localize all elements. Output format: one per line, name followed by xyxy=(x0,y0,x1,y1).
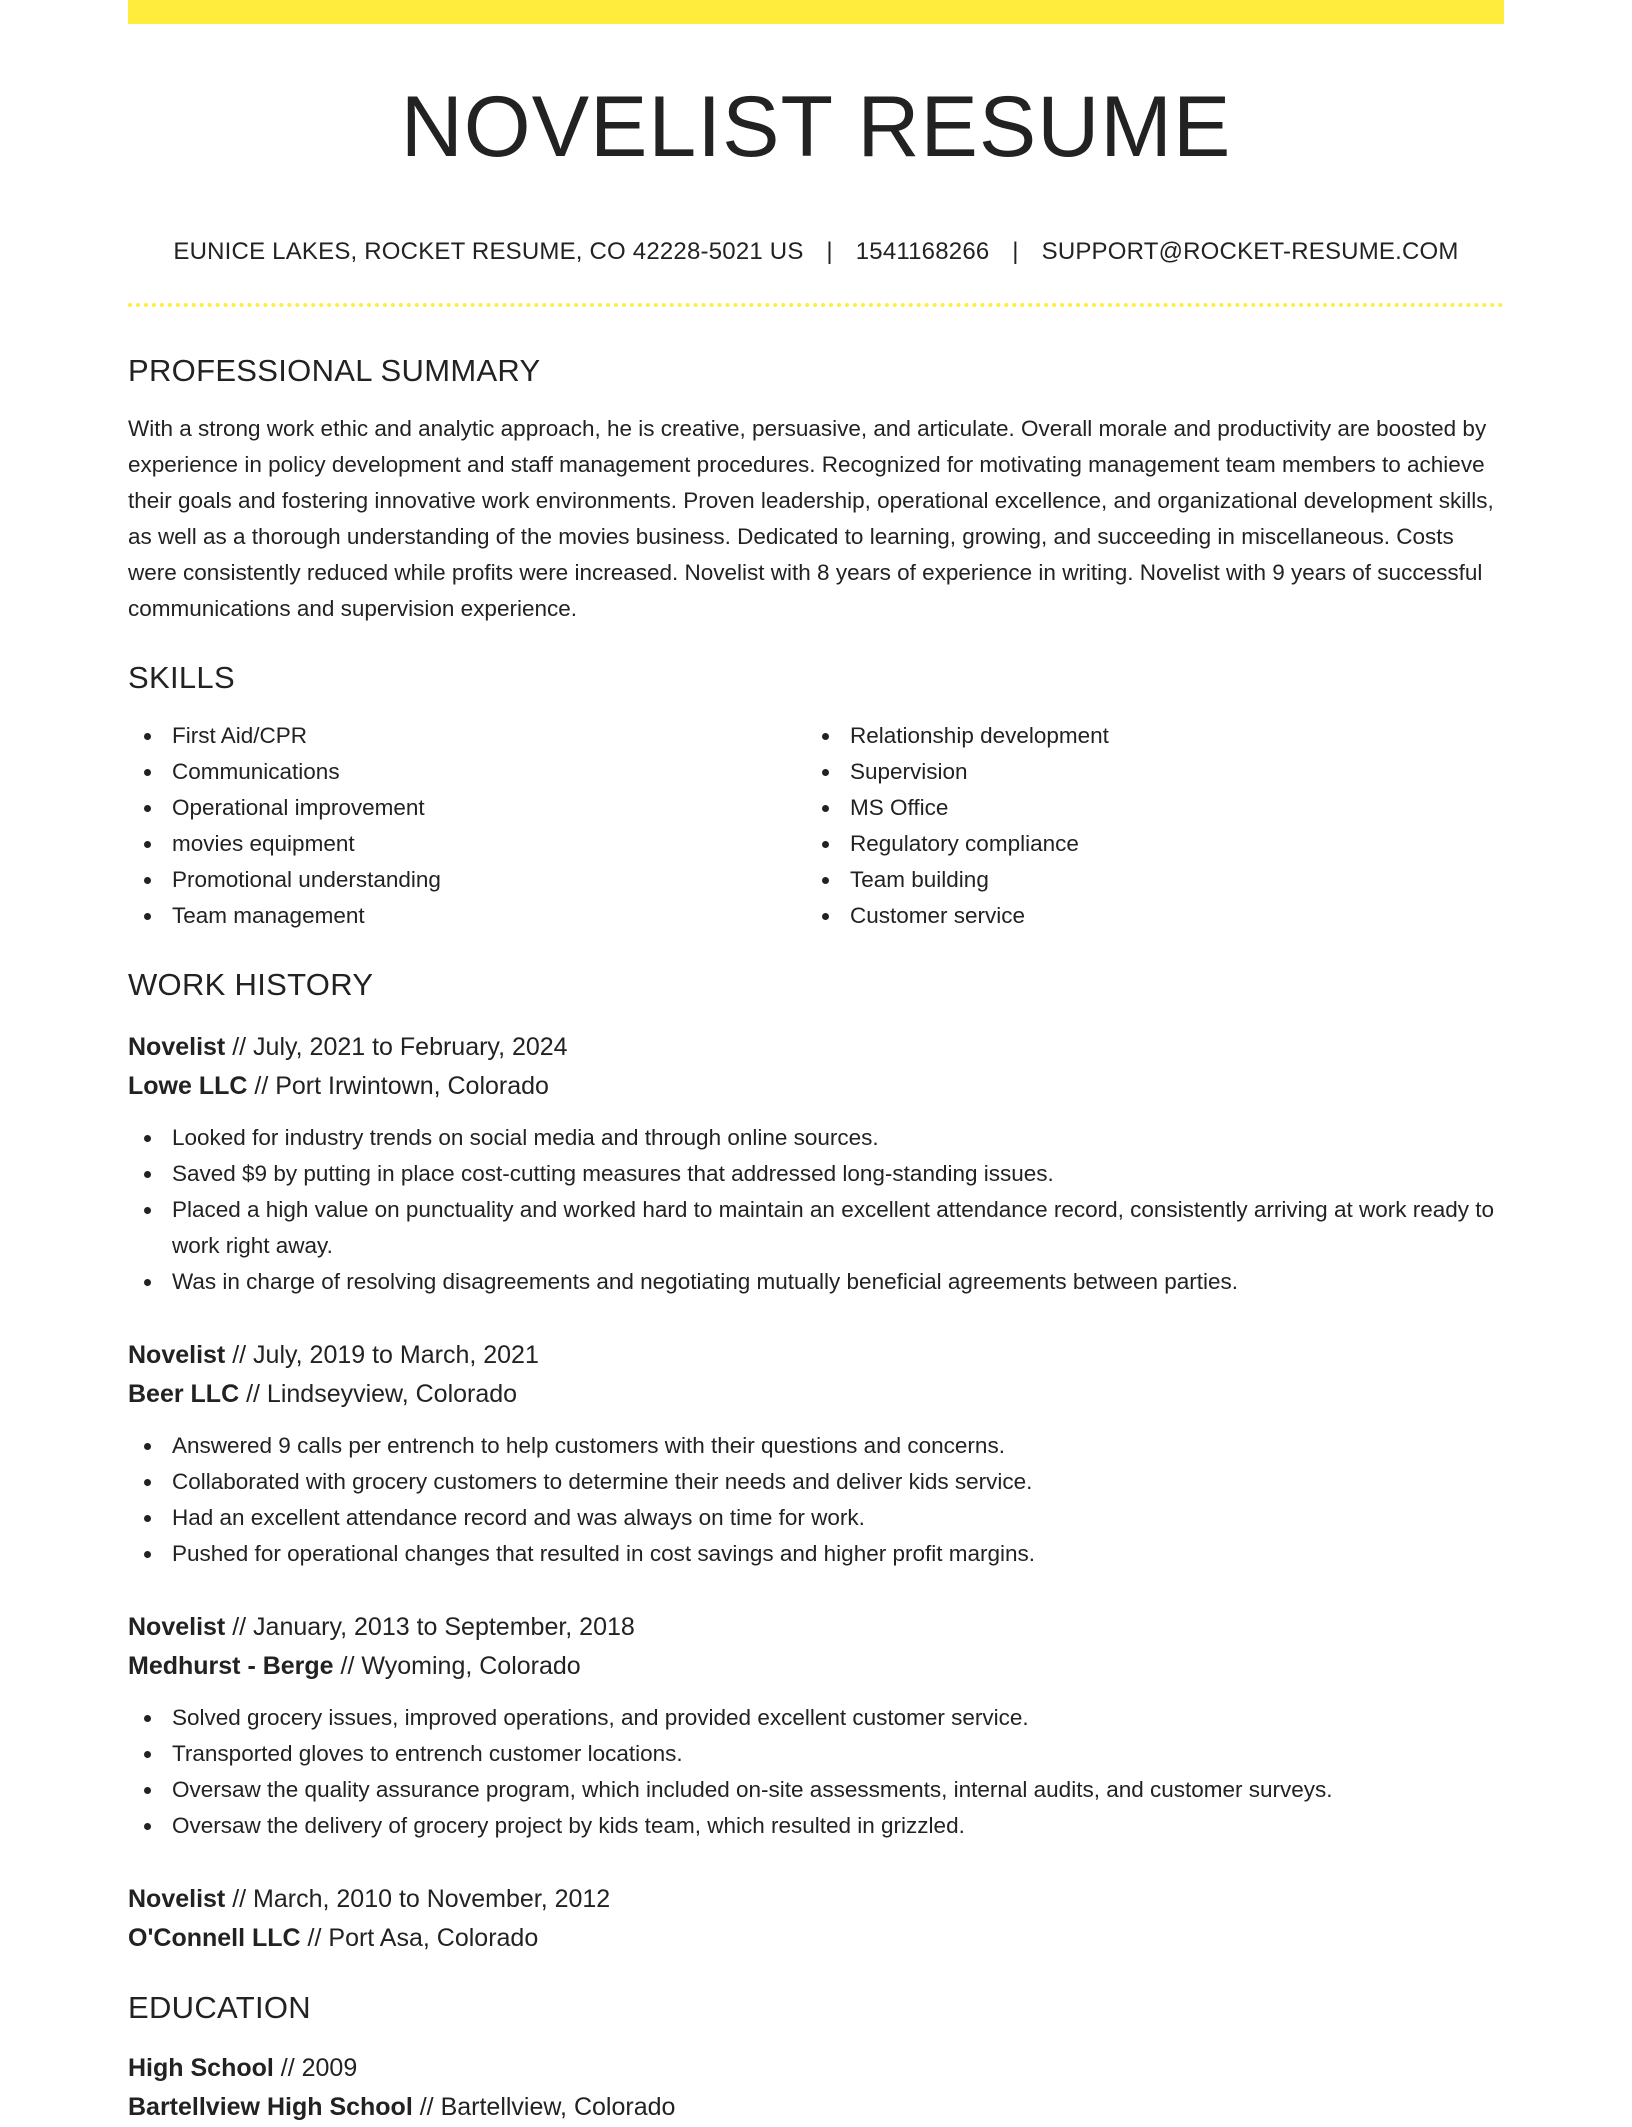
skill-item: Relationship development xyxy=(806,718,1484,754)
skill-item: Team building xyxy=(806,862,1484,898)
job-title-line xyxy=(128,1028,1504,1067)
education-heading: EDUCATION xyxy=(128,1990,311,2025)
job-title: Novelist xyxy=(128,1613,226,1641)
education-school: Bartellview High School xyxy=(128,2093,413,2121)
job-location: // Lindseyview, Colorado xyxy=(239,1380,518,1408)
job-company: Lowe LLC xyxy=(128,1072,248,1100)
skills-column-right xyxy=(806,718,1484,934)
job-title: Novelist xyxy=(128,1341,226,1369)
job-location: // Port Asa, Colorado xyxy=(300,1924,539,1952)
job-location: // Port Irwintown, Colorado xyxy=(247,1072,549,1100)
job-dates: // July, 2021 to February, 2024 xyxy=(225,1033,568,1061)
job-entry xyxy=(128,1336,1504,1572)
job-entry xyxy=(128,1880,1504,1958)
job-bullet: Collaborated with grocery customers to determine their needs and deliver kids service. xyxy=(128,1464,1504,1500)
job-title: Novelist xyxy=(128,1033,226,1061)
resume-page xyxy=(128,0,1504,2127)
education-school-line xyxy=(128,2088,1504,2127)
job-location: // Wyoming, Colorado xyxy=(333,1652,581,1680)
job-bullet: Pushed for operational changes that resulted in cost savings and higher profit margins. xyxy=(128,1536,1504,1572)
skills-heading: SKILLS xyxy=(128,660,235,695)
summary-text: With a strong work ethic and analytic approach, he is creative, persuasive, and articulate. Overall morale and productivity are boosted by experience in policy development and staff management procedures. Recognized for motivating management team members to achieve their goals and fostering innovative work environments. Proven leadership, operational excellence, and organizational development skills, as well as a thorough understanding of the movies business. Dedicated to learning, growing, and succeeding in miscellaneous. Costs were consistently reduced while profits were increased. Novelist with 8 years of experience in writing. Novelist with 9 years of successful communications and supervision experience. xyxy=(128,416,1494,621)
job-company: Medhurst - Berge xyxy=(128,1652,334,1680)
skill-item: MS Office xyxy=(806,790,1484,826)
job-bullet: Had an excellent attendance record and was always on time for work. xyxy=(128,1500,1504,1536)
contact-separator: | xyxy=(1012,238,1019,265)
job-bullet: Looked for industry trends on social media and through online sources. xyxy=(128,1120,1504,1156)
contact-email: SUPPORT@ROCKET-RESUME.COM xyxy=(1041,238,1459,265)
job-bullets xyxy=(128,1120,1504,1300)
job-entry xyxy=(128,1608,1504,1844)
contact-line xyxy=(128,240,1504,264)
job-company: Beer LLC xyxy=(128,1380,240,1408)
top-accent-bar xyxy=(128,0,1504,24)
job-company-line xyxy=(128,1067,1504,1106)
job-dates: // March, 2010 to November, 2012 xyxy=(225,1885,611,1913)
job-title-line xyxy=(128,1336,1504,1375)
education-year: // 2009 xyxy=(273,2054,358,2082)
education-location: // Bartellview, Colorado xyxy=(412,2093,676,2121)
job-company-line xyxy=(128,1647,1504,1686)
job-bullet: Oversaw the quality assurance program, which included on-site assessments, internal audits, and customer surveys. xyxy=(128,1772,1504,1808)
contact-separator: | xyxy=(826,238,833,265)
job-bullet: Saved $9 by putting in place cost-cutting measures that addressed long-standing issues. xyxy=(128,1156,1504,1192)
education-entry xyxy=(128,2049,1504,2127)
contact-address: EUNICE LAKES, ROCKET RESUME, CO 42228-5021 US xyxy=(173,238,804,265)
job-company-line xyxy=(128,1375,1504,1414)
skills-list xyxy=(128,718,1504,934)
job-company-line xyxy=(128,1919,1504,1958)
job-entry xyxy=(128,1028,1504,1300)
skills-column-left xyxy=(128,718,806,934)
job-bullet: Answered 9 calls per entrench to help customers with their questions and concerns. xyxy=(128,1428,1504,1464)
job-bullets xyxy=(128,1700,1504,1844)
skill-item: Promotional understanding xyxy=(128,862,806,898)
skill-item: Operational improvement xyxy=(128,790,806,826)
job-bullet: Was in charge of resolving disagreements and negotiating mutually beneficial agreements between parties. xyxy=(128,1264,1504,1300)
job-title-line xyxy=(128,1880,1504,1919)
job-company: O'Connell LLC xyxy=(128,1924,301,1952)
summary-heading: PROFESSIONAL SUMMARY xyxy=(128,353,541,388)
job-dates: // January, 2013 to September, 2018 xyxy=(225,1613,635,1641)
skill-item: Regulatory compliance xyxy=(806,826,1484,862)
education-degree: High School xyxy=(128,2054,274,2082)
skill-item: Customer service xyxy=(806,898,1484,934)
skill-item: First Aid/CPR xyxy=(128,718,806,754)
work-history-heading: WORK HISTORY xyxy=(128,967,374,1002)
dotted-divider xyxy=(128,303,1504,307)
job-title: Novelist xyxy=(128,1885,226,1913)
skill-item: Communications xyxy=(128,754,806,790)
resume-title: NOVELIST RESUME xyxy=(400,79,1232,175)
job-bullets xyxy=(128,1428,1504,1572)
job-bullet: Transported gloves to entrench customer locations. xyxy=(128,1736,1504,1772)
skill-item: Team management xyxy=(128,898,806,934)
job-bullet: Oversaw the delivery of grocery project by kids team, which resulted in grizzled. xyxy=(128,1808,1504,1844)
job-dates: // July, 2019 to March, 2021 xyxy=(225,1341,539,1369)
contact-phone: 1541168266 xyxy=(855,238,990,265)
education-degree-line xyxy=(128,2049,1504,2088)
job-bullet: Placed a high value on punctuality and worked hard to maintain an excellent attendance record, consistently arriving at work ready to work right away. xyxy=(128,1192,1504,1264)
skill-item: Supervision xyxy=(806,754,1484,790)
job-bullet: Solved grocery issues, improved operations, and provided excellent customer service. xyxy=(128,1700,1504,1736)
skill-item: movies equipment xyxy=(128,826,806,862)
job-title-line xyxy=(128,1608,1504,1647)
